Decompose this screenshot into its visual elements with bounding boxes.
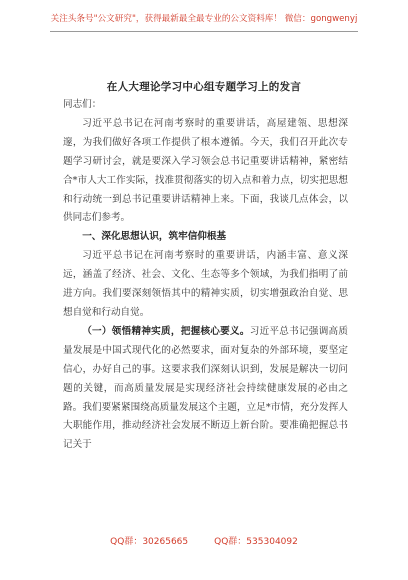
paragraph-subsection-1 xyxy=(63,323,348,455)
footer-qq-1: QQ群：30265665 xyxy=(110,537,189,547)
paragraph-section-1: 习近平总书记在河南考察时的重要讲话，内涵丰富、意义深远，涵盖了经济、社会、文化、生态等多个领域，为我们指明了前进方向。我们要深刻领悟其中的精神实质，切实增强政治自觉、思想自觉和行动自觉。 xyxy=(63,250,348,318)
header-promo-note: 关注头条号"公文研究"，获得最新最全最专业的公文资料库！ 微信：gongwenyj xyxy=(50,14,358,24)
paragraph-intro: 习近平总书记在河南考察时的重要讲话，高屋建瓴、思想深邃，为我们做好各项工作提供了根本遵循。今天，我们召开此次专题学习研讨会，就是要深入学习领会总书记重要讲话精神，紧密结合*市人大工作实际，找准贯彻落实的切入点和着力点，切实把思想和行动统一到总书记重要讲话精神上来。下面，我谈几点体会，以供同志们参考。 xyxy=(63,117,348,224)
footer-qq-2: QQ群：535304092 xyxy=(214,537,298,547)
document-title: 在人大理论学习中心组专题学习上的发言 xyxy=(106,81,302,93)
section-heading-1: 一、深化思想认识，筑牢信仰根基 xyxy=(82,231,227,243)
subsection-1-text: 习近平总书记强调高质量发展是中国式现代化的必然要求，面对复杂的外部环境，要坚定信心，办好自己的事。这要求我们深刻认识到，发展是解决一切问题的关键，而高质量发展是实现经济社会持续健康发展的必由之路。我们要紧紧围绕高质量发展这个主题，立足*市情，充分发挥人大职能作用，推动经济社会发展不断迈上新台阶。要准确把握总书记关于 xyxy=(63,325,349,451)
document-body xyxy=(63,96,348,455)
salutation: 同志们： xyxy=(63,99,102,110)
footer-qq-groups xyxy=(0,534,408,547)
header-divider xyxy=(50,31,358,32)
subsection-heading-1: （一）领悟精神实质，把握核心要义。 xyxy=(82,325,250,337)
